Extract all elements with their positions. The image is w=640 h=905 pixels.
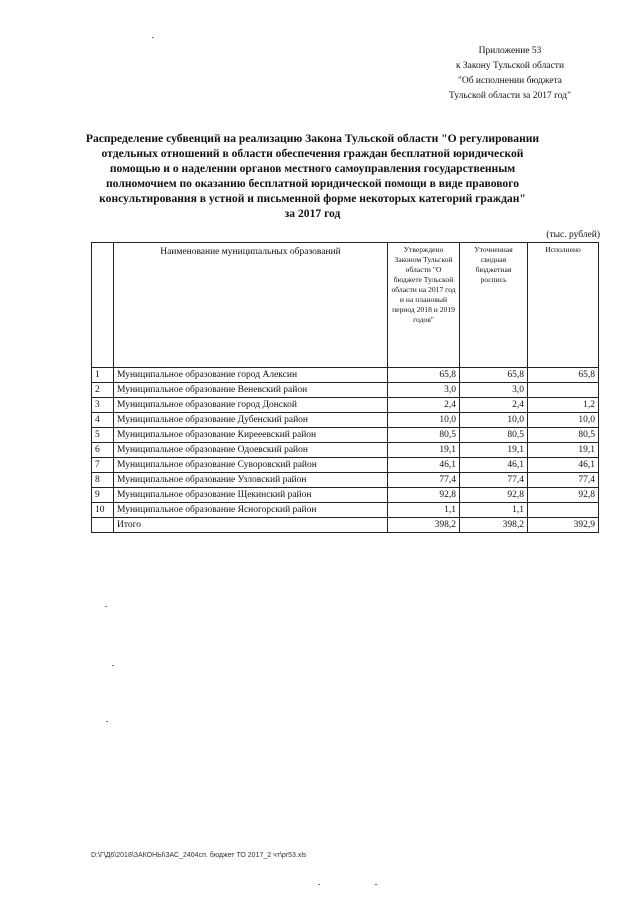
total-number (92, 518, 114, 533)
scan-speck (152, 37, 154, 38)
title-line-4: полномочием по оказанию бесплатной юридической помощи в виде правового (106, 177, 519, 190)
scan-speck (375, 884, 377, 885)
table-row (92, 413, 599, 428)
units-label: (тыс. рублей) (546, 230, 600, 240)
table-row (92, 473, 599, 488)
document-title (80, 131, 545, 221)
row-executed (528, 383, 599, 398)
table-row (92, 488, 599, 503)
row-revised: 1,1 (460, 503, 528, 518)
row-number: 7 (92, 458, 114, 473)
row-revised: 3,0 (460, 383, 528, 398)
total-label: Итого (114, 518, 388, 533)
row-revised: 92,8 (460, 488, 528, 503)
header-name: Наименование муниципальных образований (114, 243, 388, 368)
row-approved: 1,1 (388, 503, 460, 518)
total-revised: 398,2 (460, 518, 528, 533)
header-revised: Уточненная сводная бюджетная роспись (460, 243, 528, 368)
table-row (92, 398, 599, 413)
header-executed: Исполнено (528, 243, 599, 368)
scan-speck (105, 606, 107, 607)
file-path-footer: D:\Г\Д6\2018\ЗАКОНЫ\ЗАС_2404сп. бюджет ТО 2017_2 чт\pr53.xls (91, 852, 307, 859)
row-executed: 80,5 (528, 428, 599, 443)
scan-speck (112, 665, 114, 666)
subvention-table (91, 242, 599, 533)
row-number: 4 (92, 413, 114, 428)
appendix-line-3: "Об исполнении бюджета (457, 76, 563, 86)
row-number: 10 (92, 503, 114, 518)
table-row (92, 458, 599, 473)
table-row (92, 428, 599, 443)
row-name: Муниципальное образование Узловский район (114, 473, 388, 488)
row-name: Муниципальное образование Одоевский район (114, 443, 388, 458)
row-number: 8 (92, 473, 114, 488)
row-approved: 46,1 (388, 458, 460, 473)
title-line-3: помощью и о наделении органов местного самоуправления государственным (109, 162, 516, 175)
row-approved: 19,1 (388, 443, 460, 458)
row-revised: 80,5 (460, 428, 528, 443)
scan-speck (318, 884, 320, 885)
row-revised: 2,4 (460, 398, 528, 413)
scan-speck (106, 721, 108, 722)
row-revised: 46,1 (460, 458, 528, 473)
row-number: 2 (92, 383, 114, 398)
row-executed: 19,1 (528, 443, 599, 458)
row-executed: 46,1 (528, 458, 599, 473)
title-line-6: за 2017 год (284, 207, 341, 220)
row-name: Муниципальное образование Кирееевский район (114, 428, 388, 443)
row-name: Муниципальное образование Суворовский район (114, 458, 388, 473)
appendix-line-4: Тульской области за 2017 год" (449, 91, 571, 101)
row-executed: 77,4 (528, 473, 599, 488)
appendix-header (420, 44, 600, 104)
table-row (92, 443, 599, 458)
row-executed: 1,2 (528, 398, 599, 413)
row-name: Муниципальное образование Ясногорский район (114, 503, 388, 518)
row-number: 5 (92, 428, 114, 443)
row-executed: 10,0 (528, 413, 599, 428)
row-approved: 2,4 (388, 398, 460, 413)
table-total-row (92, 518, 599, 533)
row-executed: 92,8 (528, 488, 599, 503)
title-line-2: отдельных отношений в области обеспечения граждан бесплатной юридической (101, 147, 524, 160)
table-row (92, 503, 599, 518)
row-name: Муниципальное образование Дубенский район (114, 413, 388, 428)
row-approved: 77,4 (388, 473, 460, 488)
row-revised: 10,0 (460, 413, 528, 428)
row-executed: 65,8 (528, 368, 599, 383)
appendix-line-2: к Закону Тульской области (455, 61, 565, 71)
appendix-line-1: Приложение 53 (478, 46, 542, 56)
total-executed: 392,9 (528, 518, 599, 533)
row-executed (528, 503, 599, 518)
row-name: Муниципальное образование Веневский район (114, 383, 388, 398)
header-number (92, 243, 114, 368)
table-row (92, 368, 599, 383)
title-line-5: консультирования в устной и письменной форме некоторых категорий граждан" (99, 192, 526, 205)
title-line-1: Распределение субвенций на реализацию Закона Тульской области "О регулировании (85, 132, 540, 145)
row-approved: 3,0 (388, 383, 460, 398)
row-revised: 19,1 (460, 443, 528, 458)
row-approved: 10,0 (388, 413, 460, 428)
row-approved: 80,5 (388, 428, 460, 443)
row-number: 1 (92, 368, 114, 383)
row-name: Муниципальное образование город Алексин (114, 368, 388, 383)
row-revised: 77,4 (460, 473, 528, 488)
row-approved: 92,8 (388, 488, 460, 503)
header-approved: Утверждено Законом Тульской области "О бюджете Тульской области на 2017 год и на плановый период 2018 и 2019 годов" (388, 243, 460, 368)
row-number: 6 (92, 443, 114, 458)
row-revised: 65,8 (460, 368, 528, 383)
row-approved: 65,8 (388, 368, 460, 383)
table-header-row (92, 243, 599, 368)
row-name: Муниципальное образование город Донской (114, 398, 388, 413)
row-number: 9 (92, 488, 114, 503)
total-approved: 398,2 (388, 518, 460, 533)
row-name: Муниципальное образование Щекинский район (114, 488, 388, 503)
row-number: 3 (92, 398, 114, 413)
table-row (92, 383, 599, 398)
